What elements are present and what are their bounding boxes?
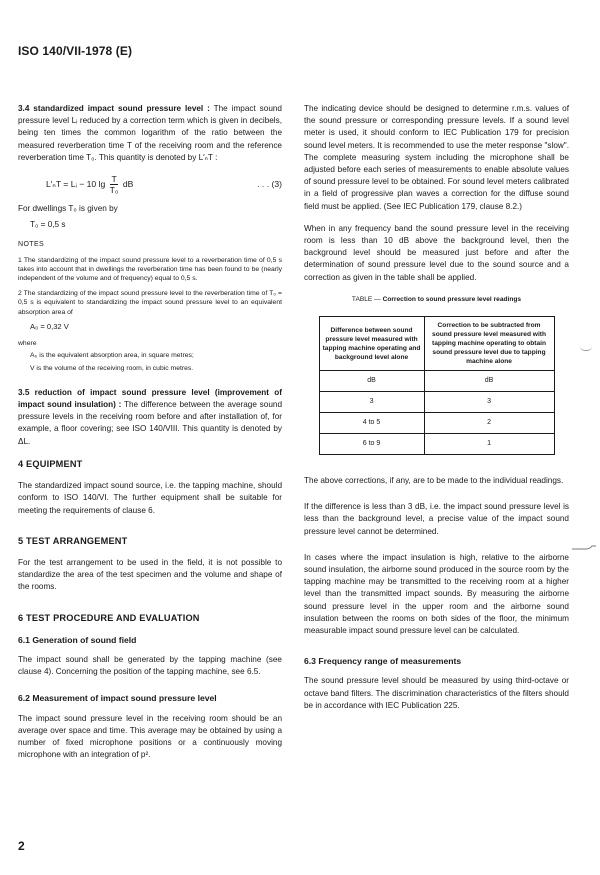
page-number: 2 bbox=[18, 839, 25, 853]
margin-mark bbox=[580, 346, 592, 351]
where-label: where bbox=[18, 340, 37, 348]
paragraph-less-than-3db: If the difference is less than 3 dB, i.e. the impact sound pressure level is less than the background level, a precise value of the impact sound pressure level cannot be determined. bbox=[304, 502, 569, 536]
section-4-heading: 4 EQUIPMENT bbox=[18, 458, 83, 469]
paragraph-airborne: In cases where the impact insulation is high, relative to the airborne sound insulation, the airborne sound produced in the source room by the tapping machine may be transmitted to the receiving room at a higher level than the transmitted impact sounds. By measuring the airborne sound pressure level in the upper room and the airborne sound insulation between the rooms on both sides of the floor, the minimum measurable impact sound pressure level can be calculated. bbox=[304, 552, 569, 636]
table-caption-title: Correction to sound pressure level readings bbox=[382, 295, 522, 303]
formula-unit: dB bbox=[122, 178, 134, 189]
notes bbox=[18, 256, 282, 373]
section-3-5 bbox=[18, 387, 282, 448]
formula-lhs: L′ₙT = Lᵢ − 10 lg bbox=[46, 178, 106, 189]
table-cell: 3 bbox=[319, 392, 424, 413]
margin-mark bbox=[572, 545, 596, 551]
table-caption bbox=[304, 294, 569, 306]
section-6-3-body: The sound pressure level should be measured by using third-octave or octave band filters. The discrimination characteristics of the filters should be in accordance with IEC Publication 225. bbox=[304, 676, 569, 710]
table-row bbox=[319, 413, 554, 434]
right-column bbox=[304, 103, 569, 722]
document-header: ISO 140/VII-1978 (E) bbox=[18, 44, 133, 58]
table-caption-prefix: TABLE — bbox=[351, 295, 383, 303]
section-4-body: The standardized impact sound source, i.e. the tapping machine, should conform to ISO 140/VI. The further equipment shall be suitable for meeting the requirements of clause 6. bbox=[18, 481, 282, 515]
definition-a0: A₀ is the equivalent absorption area, in square metres; bbox=[30, 351, 194, 359]
table-header-difference: Difference between sound pressure level measured with tapping machine operating and background level alone bbox=[319, 317, 424, 371]
section-5-body: For the test arrangement to be used in the field, it is not possible to standardize the area of the test specimen and the volume and shape of the rooms. bbox=[18, 557, 282, 592]
section-3-4-body: The impact sound pressure level Lᵢ reduced by a correction term which is given in decibels, being ten times the common logarithm of the ratio between the measured reverberation time T of the receiving room and the reference reverberation time T₀. This quantity is denoted by L′ₙT : bbox=[18, 104, 282, 162]
section-5-heading: 5 TEST ARRANGEMENT bbox=[18, 535, 128, 546]
notes-label: NOTES bbox=[18, 241, 45, 249]
table-cell: 2 bbox=[424, 413, 554, 434]
formula-numerator: T bbox=[111, 174, 117, 185]
formula-reference: . . . (3) bbox=[257, 179, 282, 190]
formula-fraction bbox=[110, 174, 119, 195]
paragraph-corrections: The above corrections, if any, are to be made to the individual readings. bbox=[304, 476, 564, 486]
paragraph-background-level: When in any frequency band the sound pressure level in the receiving room is less than 10 dB above the background level, then the background level should be measured just before and after the determination of sound pressure level due to the sound source and a correction as given in the table shall be applied. bbox=[304, 223, 569, 282]
section-6-heading: 6 TEST PROCEDURE AND EVALUATION bbox=[18, 612, 200, 623]
section-6-3-heading: 6.3 Frequency range of measurements bbox=[304, 656, 462, 667]
table-cell: dB bbox=[319, 371, 424, 392]
table-row bbox=[319, 434, 554, 455]
left-column bbox=[18, 103, 282, 771]
a0-formula: A₀ = 0,32 V bbox=[30, 322, 69, 332]
table-header-correction: Correction to be subtracted from sound pressure level measured with tapping machine operating to obtain sound pressure level due to tapping machine alone bbox=[424, 317, 554, 371]
table-cell: 1 bbox=[424, 434, 554, 455]
section-6-2-heading: 6.2 Measurement of impact sound pressure level bbox=[18, 693, 217, 704]
dwelling-formula: T₀ = 0,5 s bbox=[30, 220, 66, 230]
note-1: 1 The standardizing of the impact sound pressure level to a reverberation time of 0,5 s takes into account that in dwellings the reverberation time has been found to be (nearly independent of the volume and of frequency) equal to 0,5 s. bbox=[18, 256, 282, 283]
table-cell: 3 bbox=[424, 392, 554, 413]
definition-v: V is the volume of the receiving room, in cubic metres. bbox=[30, 364, 194, 372]
section-6-1-heading: 6.1 Generation of sound field bbox=[18, 634, 137, 645]
table-cell: dB bbox=[424, 371, 554, 392]
note-2: 2 The standardizing of the impact sound pressure level to the reverberation time of T₀ = 0,5 s is equivalent to standardizing the impact sound pressure level to an equivalent absorption area of bbox=[18, 289, 282, 316]
dwelling-text: For dwellings T₀ is given by bbox=[18, 204, 118, 214]
section-3-4-heading: 3.4 standardized impact sound pressure level : bbox=[18, 104, 210, 113]
section-3-5-body: The difference between the average sound pressure levels in the receiving room before and after installation of, for example, a floor covering; see ISO 140/VIII. This quantity is denoted by ΔL. bbox=[18, 400, 282, 446]
section-6-2-body: The impact sound pressure level in the receiving room should be an average over space and time. This average may be obtained by using a number of fixed microphone positions or a continuously moving microphone with an integration of p². bbox=[18, 713, 282, 760]
section-3-4 bbox=[18, 103, 282, 164]
table-row bbox=[319, 392, 554, 413]
correction-table bbox=[319, 316, 555, 455]
formula-3 bbox=[18, 174, 282, 195]
section-3-5-heading: 3.5 reduction of impact sound pressure level (improvement of impact sound insulation) : bbox=[18, 387, 282, 410]
section-6-1-body: The impact sound shall be generated by the tapping machine (see clause 4). Concerning the position of the tapping machine, see 6.5. bbox=[18, 654, 282, 677]
table-row bbox=[319, 371, 554, 392]
table-cell: 4 to 5 bbox=[319, 413, 424, 434]
table-cell: 6 to 9 bbox=[319, 434, 424, 455]
paragraph-indicating-device: The indicating device should be designed to determine r.m.s. values of the sound pressure or corresponding pressure levels. If a sound level meter is used, it should conform to IEC Publication 179 for precision sound level meters. It is recommended to use the meter response "slow". The complete measuring system including the microphone shall be adjusted before each series of measurements to enable absolute values of sound pressure level to be obtained. For sound level meters calibrated in a field of progressive plan waves a correction for the diffuse sound field must be applied. (See IEC Publication 179, clause 8.2.) bbox=[304, 104, 569, 211]
formula-denominator: T₀ bbox=[109, 185, 119, 196]
